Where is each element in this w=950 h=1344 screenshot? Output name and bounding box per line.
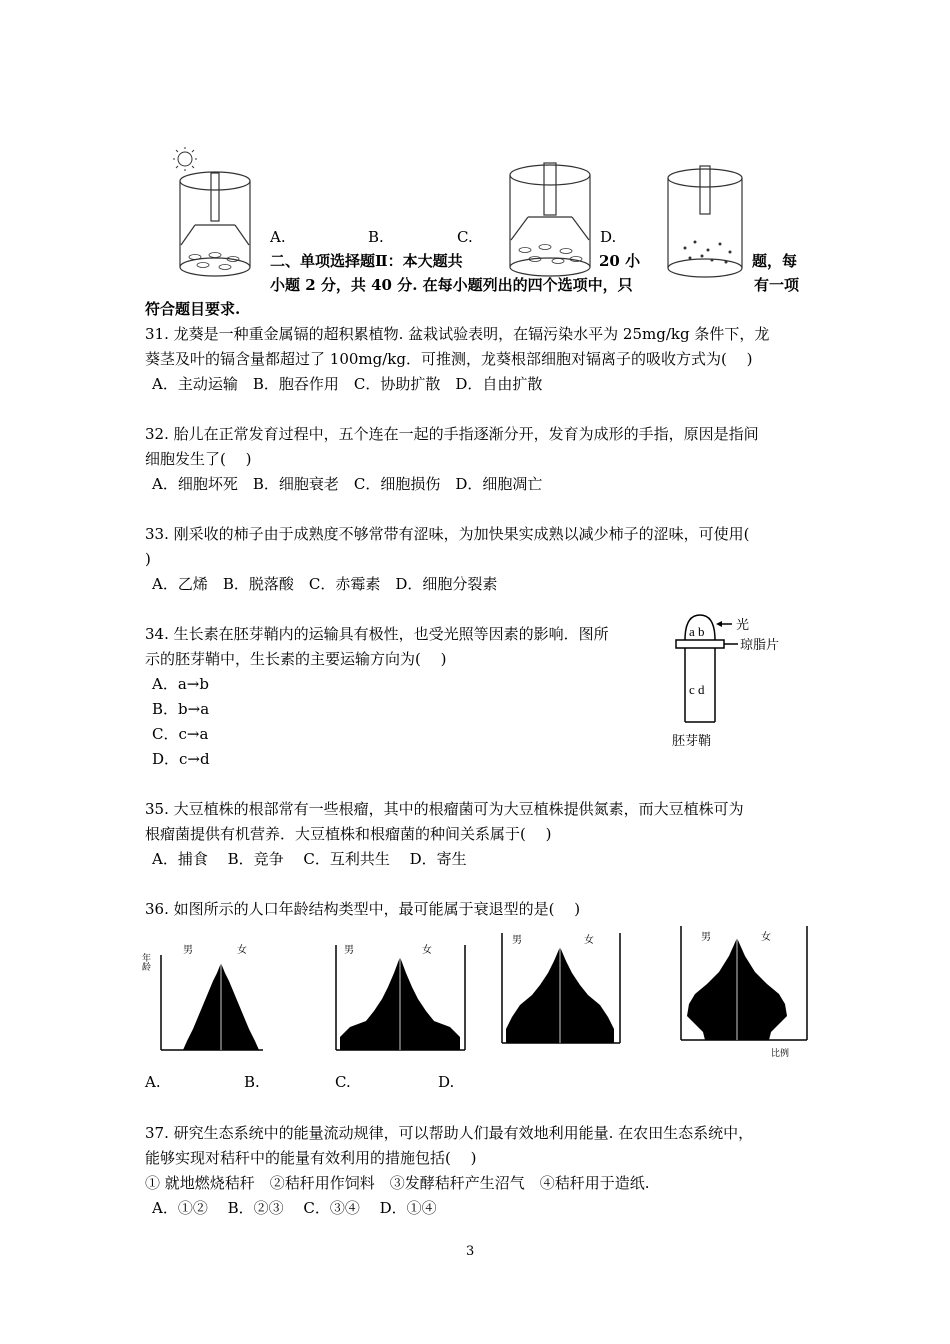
jar-label-c: C. [457, 228, 473, 246]
svg-text:男: 男 [701, 932, 711, 943]
options: A．捕食 B．竞争 C．互利共生 D．寄生 [152, 850, 467, 868]
option-d: D．c→d [152, 750, 210, 768]
options: A．主动运输 B．胞吞作用 C．协助扩散 D．自由扩散 [152, 375, 543, 393]
female-label: 女 [237, 945, 247, 956]
jar-label-b: B. [368, 228, 384, 246]
option-a: A．a→b [152, 675, 209, 693]
age-pyramid-c [498, 925, 623, 1055]
svg-text:女: 女 [584, 935, 594, 946]
label-light: 光 [736, 618, 750, 633]
age-pyramid-a [140, 935, 265, 1060]
page-number: 3 [466, 1244, 475, 1259]
jar-d-illustration [660, 160, 750, 285]
options: A．乙烯 B．脱落酸 C．赤霉素 D．细胞分裂素 [152, 575, 498, 593]
svg-text:女: 女 [761, 932, 771, 943]
jar-label-a: A. [270, 228, 286, 246]
label-cd: c d [689, 682, 705, 697]
option-c: C．c→a [152, 725, 209, 743]
label-coleoptile: 胚芽鞘 [672, 734, 712, 749]
ratio-label: 比例 [771, 1049, 790, 1059]
pyramid-label-d: D. [438, 1073, 455, 1091]
male-label: 男 [183, 945, 193, 956]
coleoptile-figure [670, 610, 810, 755]
age-pyramid-b [330, 935, 470, 1060]
pyramid-label-b: B. [244, 1073, 260, 1091]
label-ab: a b [689, 624, 705, 639]
fish-icon [189, 253, 239, 270]
age-pyramid-d [675, 920, 815, 1060]
label-agar: 琼脂片 [740, 638, 780, 653]
jar-c-illustration [500, 155, 600, 285]
sun-icon [173, 147, 197, 171]
options: A．①② B．②③ C．③④ D．①④ [152, 1199, 437, 1217]
jar-a-illustration [165, 145, 265, 285]
jar-label-d: D. [600, 228, 617, 246]
age-label: 年龄 [140, 953, 150, 971]
option-b: B．b→a [152, 700, 210, 718]
pyramid-label-c: C. [335, 1073, 351, 1091]
svg-text:女: 女 [422, 945, 432, 956]
pyramid-label-a: A. [145, 1073, 161, 1091]
svg-text:男: 男 [512, 935, 522, 946]
fish-icon [519, 245, 582, 264]
svg-text:男: 男 [344, 945, 354, 956]
options: A．细胞坏死 B．细胞衰老 C．细胞损伤 D．细胞凋亡 [152, 475, 543, 493]
